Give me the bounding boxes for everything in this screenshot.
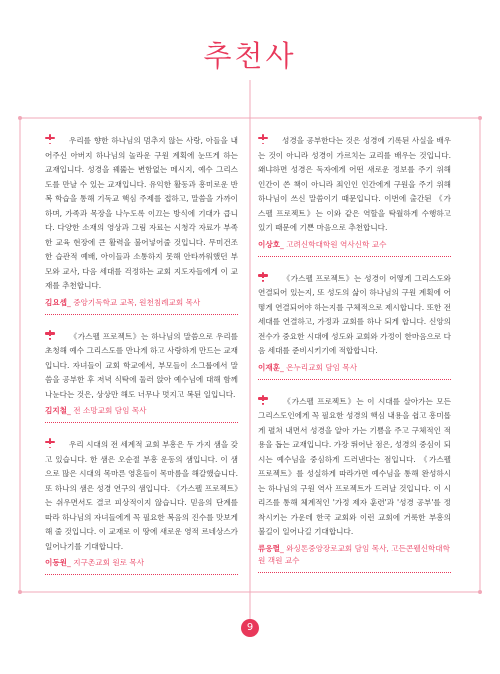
author-name: 이동원 — [45, 558, 68, 567]
recommendation-entry — [45, 330, 238, 424]
cross-icon — [45, 438, 55, 448]
recommendation-entry — [45, 438, 238, 575]
page-title: 추천사 — [203, 39, 297, 73]
author-line — [258, 239, 451, 257]
frame-top-right-dot — [478, 116, 482, 120]
author-name: 이상호 — [258, 239, 281, 249]
author-affiliation: _ 지구촌교회 원로 목사 — [67, 558, 145, 567]
recommendation-text: 우리 시대의 전 세계적 교회 부흥은 두 가지 샘을 갖고 있습니다. 한 샘은 오순절 부흥 운동의 샘입니다. 이 샘으로 많은 시대의 목마른 영혼들이 목마름을 해갈했습니다. 또 하나의 샘은 성경 연구의 샘입니다. 《가스펠 프로젝트》는 쉬우면서도 결코 피상적이지 않습니다. 믿음의 단계를 따라 하나님의 자녀들에게 꼭 필요한 복음의 진수를 맛보게 해 줄 것입니다. 이 교재로 이 땅에 새로운 영적 르네상스가 일어나기를 기대합니다. — [45, 440, 238, 551]
recommendation-entry — [45, 134, 238, 315]
cross-icon — [258, 272, 268, 282]
author-affiliation: _ 고려신학대학원 역사신학 교수 — [280, 239, 387, 249]
left-column — [45, 134, 238, 590]
page-number: 9 — [241, 619, 259, 637]
recommendation-entry — [258, 395, 451, 573]
cross-icon — [258, 134, 268, 144]
author-affiliation: _ 온누리교회 담임 목사 — [280, 362, 358, 372]
author-affiliation: _ 와싱톤중앙장로교회 담임 목사, 고든콘웰신학대학원 객원 교수 — [258, 543, 450, 565]
author-line — [258, 362, 451, 380]
recommendation-entry — [258, 272, 451, 380]
author-name: 김요셉 — [45, 297, 68, 307]
recommendation-text: 《가스펠 프로젝트》는 이 시대를 살아가는 모든 그리스도인에게 꼭 필요한 성경의 핵심 내용을 쉽고 흥미롭게 펼쳐 내면서 성경을 알아 가는 기쁨을 주고 구체적인 적용을 돕는 교재입니다. 가장 뛰어난 점은, 성경의 중심이 되시는 예수님을 중심하게 드러낸다는 점입니다. 《가스펠 프로젝트》를 성실하게 따라가면 예수님을 통해 완성하시는 하나님의 구원 역사 프로젝트가 드러날 것입니다. 이 시리즈를 통해 체계적인 '가정 제자 훈련'과 '성경 공부'를 정착시키는 가운데 한국 교회와 이런 교회에 거룩한 부흥의 불길이 일어나길 기대합니다. — [258, 396, 451, 536]
recommendation-text: 《가스펠 프로젝트》는 하나님의 말씀으로 우리를 초청해 예수 그리스도를 만나게 하고 사랑하게 만드는 교재입니다. 자녀들이 교회 학교에서, 부모들이 소그룹에서 말씀을 공부한 후 저녁 식탁에 둘러 앉아 예수님에 대해 함께 나눈다는 것은, 상상만 해도 너무나 멋지고 복된 일입니다. — [45, 331, 238, 399]
recommendation-entry — [258, 134, 451, 257]
frame-top-left-dot — [18, 116, 22, 120]
cross-icon — [258, 395, 268, 405]
recommendation-text: 《가스펠 프로젝트》는 성경이 어떻게 그리스도와 연결되어 있는지, 또 성도의 삶이 하나님의 구원 계획에 어떻게 연결되어야 하는지를 구체적으로 제시합니다. 또한 전 세대를 연결하고, 가정과 교회를 하나 되게 합니다. 신앙의 전수가 중요한 시대에 성도와 교회와 가정이 한마음으로 다음 세대를 준비시키기에 적합합니다. — [258, 273, 451, 355]
author-line — [45, 557, 238, 575]
author-affiliation: _ 중앙기독학교 교목, 원천침례교회 목사 — [67, 297, 201, 307]
author-line — [45, 405, 238, 423]
cross-icon — [45, 134, 55, 144]
author-affiliation: _ 전 소망교회 담임 목사 — [67, 406, 147, 415]
right-column — [258, 134, 451, 588]
recommendation-text: 성경을 공부한다는 것은 성경에 기록된 사실을 배우는 것이 아니라 성경이 가르치는 교리를 배우는 것입니다. 왜냐하면 성경은 독자에게 어떤 새로운 정보를 주기 위해 인간이 쓴 책이 아니라 죄인인 인간에게 구원을 주기 위해 하나님이 쓰신 말씀이기 때문입니다. 이번에 출간된 《가스펠 프로젝트》는 이와 같은 역할을 탁월하게 수행하고 있기 때문에 기쁜 마음으로 추천합니다. — [258, 136, 451, 232]
recommendation-text: 우리를 향한 하나님의 멈추지 않는 사랑, 아들을 내어주신 아버지 하나님의 놀라운 구원 계획에 눈뜨게 하는 교재입니다. 성경을 꿰뚫는 변함없는 메시지, 예수 그리스도를 만날 수 있는 교재입니다. 유익한 활동과 흥미로운 반복 학습을 통해 기독교 핵심 주제를 접하고, 말씀을 가까이하며, 가족과 목장을 나누도록 이끄는 방식에 기대가 큽니다. 다양한 소재의 영상과 그림 자료는 시청각 자료가 부족한 교육 현장에 큰 활력을 불어넣어줄 것입니다. 무미건조한 습관적 예배, 아이들과 소통하지 못해 안타까워했던 부모와 교사, 다음 세대를 걱정하는 교회 지도자들에게 이 교재를 추천합니다. — [45, 136, 238, 290]
frame-bottom-left-dot — [18, 590, 22, 594]
cross-icon — [45, 330, 55, 340]
author-name: 김지철 — [45, 406, 68, 415]
author-line — [45, 297, 238, 315]
author-line — [258, 543, 451, 573]
author-name: 이재훈 — [258, 362, 281, 372]
frame-bottom-right-dot — [478, 590, 482, 594]
author-name: 류응렬 — [258, 543, 281, 553]
